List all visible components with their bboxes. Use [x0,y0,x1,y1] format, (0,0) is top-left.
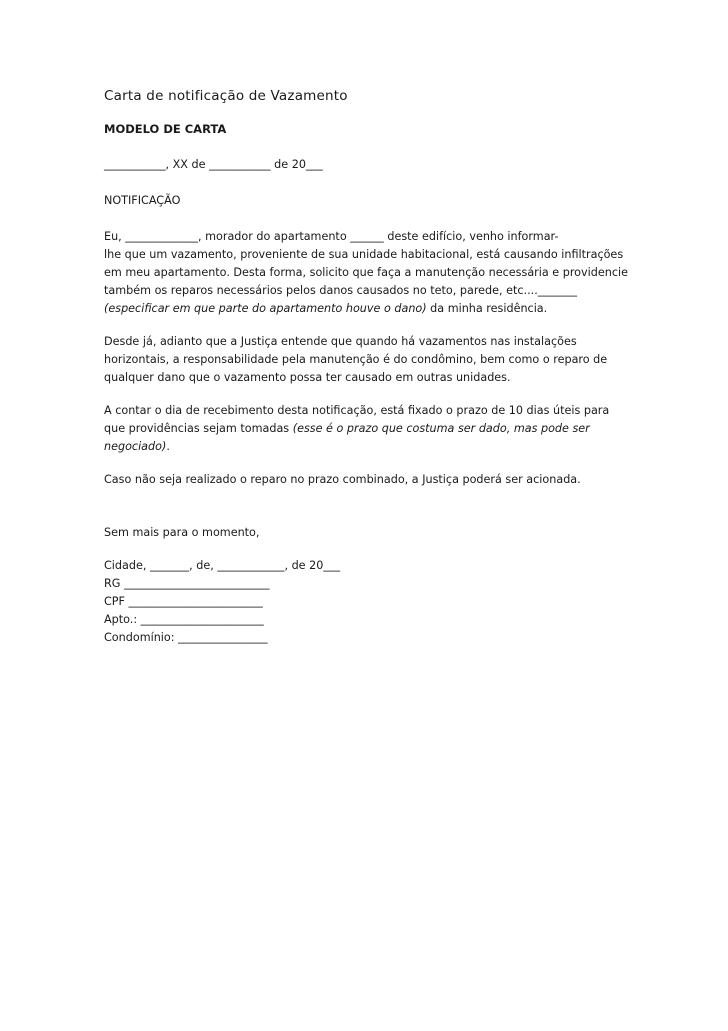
document-title: Carta de notificação de Vazamento [104,88,348,104]
paragraph-1 [104,228,644,318]
apto-line: Apto.: ______________________ [104,613,264,626]
paragraph-1-line-5 [104,300,644,318]
paragraph-1-line-3: em meu apartamento. Desta forma, solicito que faça a manutenção necessária e providencie [104,266,628,279]
paragraph-1-line-1: Eu, _____________, morador do apartamento ______ deste edifício, venho informar- [104,230,559,243]
closing-line: Sem mais para o momento, [104,526,260,539]
paragraph-3-italic-note: (esse é o prazo que costuma ser dado, mas pode ser [292,422,590,435]
paragraph-3-italic-end: negociado) [104,440,167,453]
rg-line: RG __________________________ [104,577,270,590]
paragraph-4: Caso não seja realizado o reparo no prazo combinado, a Justiça poderá ser acionada. [104,473,581,486]
paragraph-2 [104,333,644,387]
paragraph-2-line-1: Desde já, adianto que a Justiça entende que quando há vazamentos nas instalações [104,335,577,348]
paragraph-1-line-2: lhe que um vazamento, proveniente de sua unidade habitacional, está causando infiltrações [104,248,624,261]
paragraph-2-line-2: horizontais, a responsabilidade pela manutenção é do condômino, bem como o reparo de [104,353,608,366]
paragraph-1-line-5-rest: da minha residência. [426,302,548,315]
paragraph-1-line-4: também os reparos necessários pelos danos causados no teto, parede, etc...._______ [104,284,577,297]
notification-heading: NOTIFICAÇÃO [104,194,181,207]
paragraph-3-line-3 [104,438,644,456]
paragraph-3-line-1: A contar o dia de recebimento desta notificação, está fixado o prazo de 10 dias úteis para [104,404,610,417]
condominio-line: Condomínio: ________________ [104,631,268,644]
paragraph-1-italic-note: (especificar em que parte do apartamento houve o dano) [104,302,427,315]
paragraph-3-line-2 [104,420,644,438]
city-date-line: Cidade, _______, de, ____________, de 20___ [104,559,341,572]
document-subtitle: MODELO DE CARTA [104,122,227,136]
paragraph-3 [104,402,644,456]
letter-body [104,86,644,647]
paragraph-2-line-3: qualquer dano que o vazamento possa ter causado em outras unidades. [104,371,511,384]
cpf-line: CPF ________________________ [104,595,263,608]
paragraph-3-line-3-rest: . [166,440,170,453]
signature-block [104,557,644,647]
paragraph-3-line-2-normal: que providências sejam tomadas [104,422,293,435]
date-line: ___________, XX de ___________ de 20___ [104,158,323,171]
